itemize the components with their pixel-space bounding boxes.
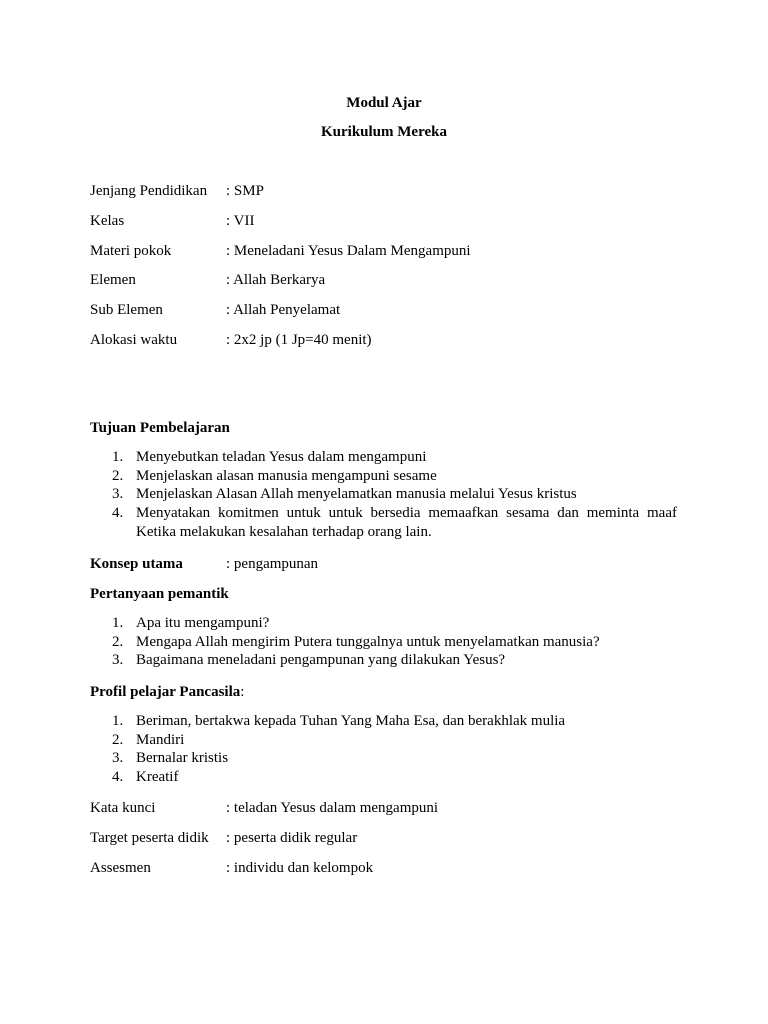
info-row-target [90,829,680,847]
info-value: : SMP [226,183,264,199]
profil-heading-text: Profil pelajar Pancasila [90,684,241,700]
konsep-value: : pengampunan [226,556,319,572]
profil-list [90,712,677,787]
section-heading-profil [90,683,244,701]
info-value: : peserta didik regular [226,830,358,846]
list-text: Apa itu mengampuni? [136,615,270,631]
list-number: 3. [112,652,124,669]
list-number: 2. [112,467,124,484]
profil-heading-colon: : [240,684,245,700]
list-item [90,749,677,768]
list-item [90,448,677,467]
info-label: Jenjang Pendidikan [90,183,208,199]
info-label: Kelas [90,213,125,229]
list-text: Bernalar kristis [136,750,229,767]
info-label: Kata kunci [90,800,156,816]
info-row-kata-kunci [90,799,680,817]
info-row-assesmen [90,859,680,877]
list-number: 4. [112,505,124,522]
konsep-label: Konsep utama [90,556,183,572]
info-value: : teladan Yesus dalam mengampuni [226,800,439,816]
info-label: Target peserta didik [90,830,209,846]
info-label: Sub Elemen [90,302,163,318]
info-value: : individu dan kelompok [226,860,374,876]
info-row-materi [90,242,680,260]
list-item [90,467,677,486]
info-label: Assesmen [90,860,151,876]
document-subtitle: Kurikulum Mereka [321,124,447,140]
list-item [90,633,677,652]
list-text: Menyatakan komitmen untuk untuk bersedia memaafkan sesama dan meminta maaf Ketika melakukan kesalahan terhadap orang lain. [136,505,677,540]
list-text: Beriman, bertakwa kepada Tuhan Yang Maha Esa, dan berakhlak mulia [136,713,566,729]
info-value: : Meneladani Yesus Dalam Mengampuni [226,243,471,259]
list-item [90,504,677,541]
list-text: Menyebutkan teladan Yesus dalam mengampuni [136,449,427,465]
info-value: : Allah Berkarya [226,272,326,288]
list-item [90,614,677,633]
info-row-jenjang [90,182,680,200]
list-number: 2. [112,633,124,650]
list-number: 2. [112,731,124,748]
list-number: 3. [112,486,124,503]
list-number: 3. [112,750,124,767]
list-text: Mandiri [136,731,185,748]
list-number: 1. [112,449,124,465]
info-row-elemen [90,271,680,289]
info-value: : 2x2 jp (1 Jp=40 menit) [226,332,372,348]
list-text: Mengapa Allah mengirim Putera tunggalnya untuk menyelamatkan manusia? [136,633,600,650]
list-number: 1. [112,615,124,631]
list-text: Bagaimana meneladani pengampunan yang dilakukan Yesus? [136,652,506,669]
info-label: Alokasi waktu [90,332,178,348]
list-item [90,731,677,750]
info-label: Elemen [90,272,136,288]
section-heading-tujuan: Tujuan Pembelajaran [90,420,230,436]
list-item [90,712,677,731]
list-number: 1. [112,713,124,729]
list-item [90,768,677,787]
info-value: : Allah Penyelamat [226,302,341,318]
tujuan-list [90,448,677,542]
info-row-sub-elemen [90,301,680,319]
list-item [90,485,677,504]
info-row-kelas [90,212,680,230]
list-text: Menjelaskan alasan manusia mengampuni sesame [136,467,437,484]
list-text: Menjelaskan Alasan Allah menyelamatkan manusia melalui Yesus kristus [136,486,577,503]
list-item [90,651,677,670]
info-value: : VII [226,213,255,229]
section-heading-pertanyaan: Pertanyaan pemantik [90,586,229,602]
info-row-alokasi [90,331,680,349]
konsep-row [90,555,680,573]
list-text: Kreatif [136,769,179,786]
info-label: Materi pokok [90,243,172,259]
document-title: Modul Ajar [346,95,422,111]
pertanyaan-list [90,614,677,670]
list-number: 4. [112,769,124,786]
